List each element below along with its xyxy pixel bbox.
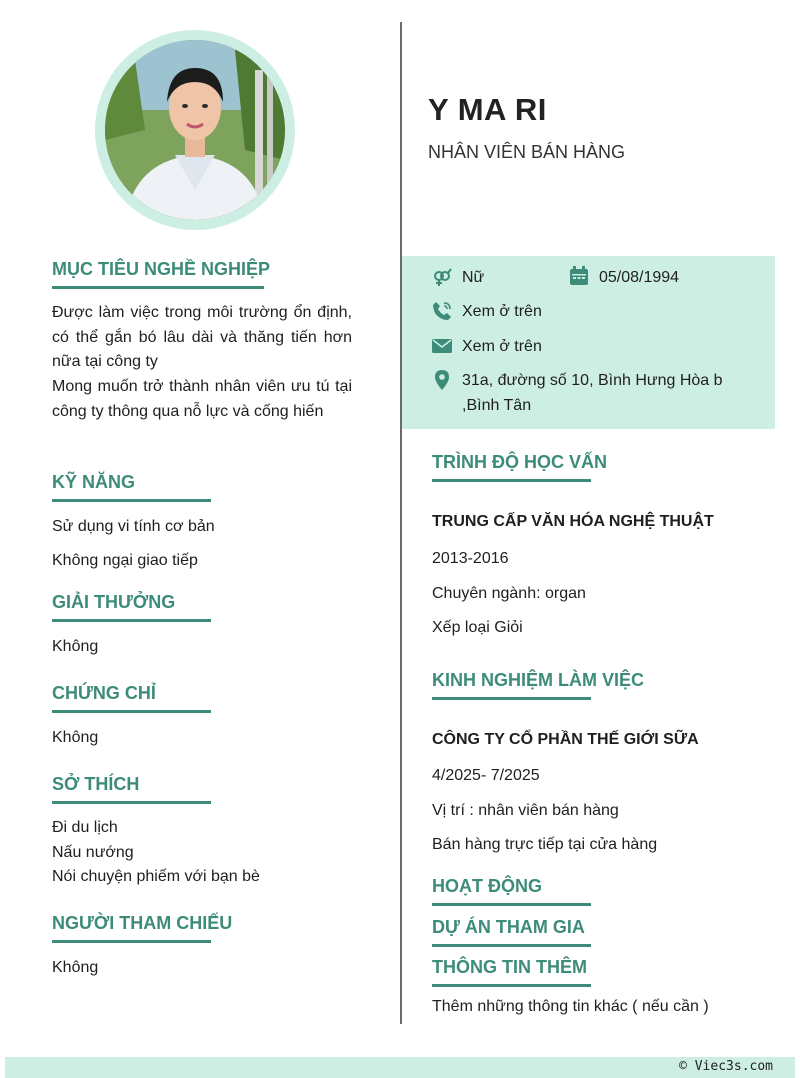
education-heading: TRÌNH ĐỘ HỌC VẤN [432, 452, 591, 482]
gender-icon [432, 267, 452, 287]
candidate-name: Y MA RI [428, 92, 547, 127]
footer-credit: © Viec3s.com [679, 1059, 773, 1074]
avatar [95, 30, 295, 230]
contact-panel [402, 256, 775, 429]
hobbies-heading: SỞ THÍCH [52, 774, 211, 804]
experience-position: Vị trí : nhân viên bán hàng [432, 802, 619, 819]
gender-value: Nữ [462, 269, 485, 286]
awards-heading: GIẢI THƯỞNG [52, 592, 211, 622]
references-value: Không [52, 959, 99, 976]
education-school: TRUNG CẤP VĂN HÓA NGHỆ THUẬT [432, 513, 714, 530]
column-divider [400, 22, 402, 1024]
phone-value: Xem ở trên [462, 303, 542, 320]
education-grade: Xếp loại Giỏi [432, 619, 523, 636]
skills-heading: KỸ NĂNG [52, 472, 211, 502]
career-goal-text-1: Được làm việc trong môi trường ổn định, có thể gắn bó lâu dài và thăng tiến hơn nữa tại công ty [52, 304, 352, 370]
portrait-illustration [105, 40, 285, 220]
additional-info-heading: THÔNG TIN THÊM [432, 957, 591, 987]
skill-item-1: Sử dụng vi tính cơ bản [52, 518, 215, 535]
location-icon [432, 370, 452, 390]
address-line2: ,Bình Tân [462, 397, 532, 414]
additional-info-value: Thêm những thông tin khác ( nếu cần ) [432, 998, 709, 1015]
career-goal-text-2: Mong muốn trở thành nhân viên ưu tú tại công ty thông qua nỗ lực và cống hiến [52, 378, 352, 420]
job-title: NHÂN VIÊN BÁN HÀNG [428, 142, 626, 162]
experience-description: Bán hàng trực tiếp tại cửa hàng [432, 836, 658, 853]
skill-item-2: Không ngại giao tiếp [52, 552, 198, 569]
awards-value: Không [52, 638, 99, 655]
experience-period: 4/2025- 7/2025 [432, 767, 540, 784]
avatar-photo [105, 40, 285, 220]
career-goal-heading: MỤC TIÊU NGHỀ NGHIỆP [52, 259, 264, 289]
birthdate-value: 05/08/1994 [599, 269, 680, 286]
hobby-item-2: Nấu nướng [52, 844, 134, 861]
hobby-item-1: Đi du lịch [52, 819, 118, 836]
certificates-value: Không [52, 729, 99, 746]
email-icon [432, 336, 452, 356]
references-heading: NGƯỜI THAM CHIẾU [52, 913, 211, 943]
hobby-item-3: Nói chuyện phiếm với bạn bè [52, 868, 260, 885]
phone-icon [432, 301, 452, 321]
education-major: Chuyên ngành: organ [432, 585, 586, 602]
certificates-heading: CHỨNG CHỈ [52, 683, 211, 713]
experience-company: CÔNG TY CỔ PHẦN THẾ GIỚI SỮA [432, 731, 699, 748]
activities-heading: HOẠT ĐỘNG [432, 876, 591, 906]
email-value: Xem ở trên [462, 338, 542, 355]
experience-heading: KINH NGHIỆM LÀM VIỆC [432, 670, 591, 700]
footer-bar [5, 1057, 795, 1078]
address-line1: 31a, đường số 10, Bình Hưng Hòa b [462, 372, 723, 389]
projects-heading: DỰ ÁN THAM GIA [432, 917, 591, 947]
education-years: 2013-2016 [432, 550, 509, 567]
calendar-icon [569, 266, 589, 286]
